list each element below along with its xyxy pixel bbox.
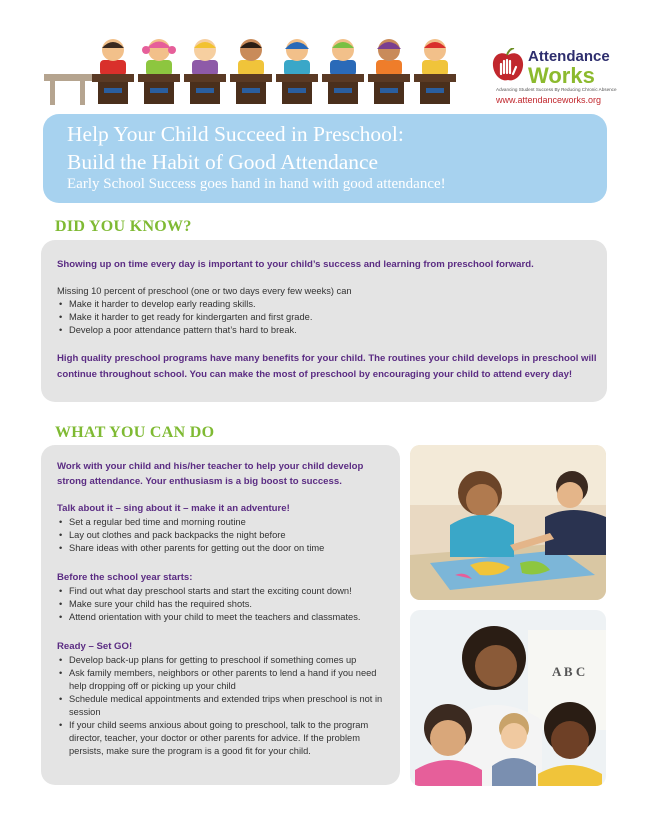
group-title-before: Before the school year starts:	[57, 572, 193, 583]
empty-desk-icon	[44, 74, 92, 105]
logo-name-line1: Attendance	[528, 48, 610, 65]
page-subtitle: Early School Success goes hand in hand with good attendance!	[67, 176, 446, 192]
kid-5-icon	[276, 39, 318, 104]
list-item: • Find out what day preschool starts and start the exciting count down!	[57, 585, 392, 598]
kid-6-icon	[322, 39, 364, 104]
did-you-know-heading: DID YOU KNOW?	[55, 218, 192, 235]
did-you-know-lead: Showing up on time every day is important to your child’s success and learning from preschool forward.	[57, 259, 534, 270]
kid-8-icon	[414, 39, 456, 104]
group-list-ready	[57, 654, 392, 758]
apple-hand-icon	[490, 48, 526, 84]
group-list-before	[57, 585, 392, 624]
teacher-children-photo	[410, 610, 606, 786]
kid-4-icon	[230, 39, 272, 104]
logo-name-line2: Works	[528, 63, 595, 88]
kid-2-icon	[138, 39, 180, 104]
list-item: • Make it harder to get ready for kindergarten and first grade.	[57, 311, 597, 324]
list-item: • Make sure your child has the required shots.	[57, 598, 392, 611]
what-you-can-do-box	[41, 445, 400, 785]
what-you-can-do-lead: Work with your child and his/her teacher to help your child develop strong attendance. Your enthusiasm is a big boost to success.	[57, 461, 364, 487]
page-title-line2: Build the Habit of Good Attendance	[67, 150, 379, 174]
what-you-can-do-heading: WHAT YOU CAN DO	[55, 424, 215, 441]
list-item: • Develop a poor attendance pattern that’s hard to break.	[57, 324, 597, 337]
list-item: • Attend orientation with your child to meet the teachers and classmates.	[57, 611, 392, 624]
abc-letters-label: A B C	[552, 664, 586, 679]
list-item: • Set a regular bed time and morning routine	[57, 516, 392, 529]
kid-3-icon	[184, 39, 226, 104]
children-puzzle-photo	[410, 445, 606, 600]
list-item: • Make it harder to develop early reading skills.	[57, 298, 597, 311]
did-you-know-box	[41, 240, 607, 402]
did-you-know-list	[57, 298, 597, 337]
list-item: • Lay out clothes and pack backpacks the night before	[57, 529, 392, 542]
kid-7-icon	[368, 39, 410, 104]
logo-url-link[interactable]: www.attendanceworks.org	[496, 95, 602, 105]
list-item: • If your child seems anxious about going to preschool, talk to the program director, teacher, your doctor or other parents for advice. If the problem persists, make sure the program is a good fit for your child.	[57, 719, 392, 758]
did-you-know-closing: High quality preschool programs have many benefits for your child. The routines your child develops in preschool will continue throughout school. You can make the most of preschool by encouraging your child to attend every day!	[57, 353, 597, 380]
title-banner	[43, 114, 607, 203]
kids-at-desks-illustration	[42, 38, 472, 108]
group-title-talk: Talk about it – sing about it – make it an adventure!	[57, 503, 290, 514]
did-you-know-intro: Missing 10 percent of preschool (one or two days every few weeks) can	[57, 286, 352, 296]
attendance-works-logo	[488, 46, 618, 108]
list-item: • Develop back-up plans for getting to preschool if something comes up	[57, 654, 392, 667]
page-title-line1: Help Your Child Succeed in Preschool:	[67, 122, 404, 146]
group-title-ready: Ready – Set GO!	[57, 641, 133, 652]
list-item: • Ask family members, neighbors or other parents to lend a hand if you need help dropping off or picking up your child	[57, 667, 392, 693]
logo-tagline: Advancing Student Success By Reducing Chronic Absence	[496, 87, 617, 92]
list-item: • Share ideas with other parents for getting out the door on time	[57, 542, 392, 555]
group-list-talk	[57, 516, 392, 555]
list-item: • Schedule medical appointments and extended trips when preschool is not in session	[57, 693, 392, 719]
kid-1-icon	[92, 39, 134, 104]
